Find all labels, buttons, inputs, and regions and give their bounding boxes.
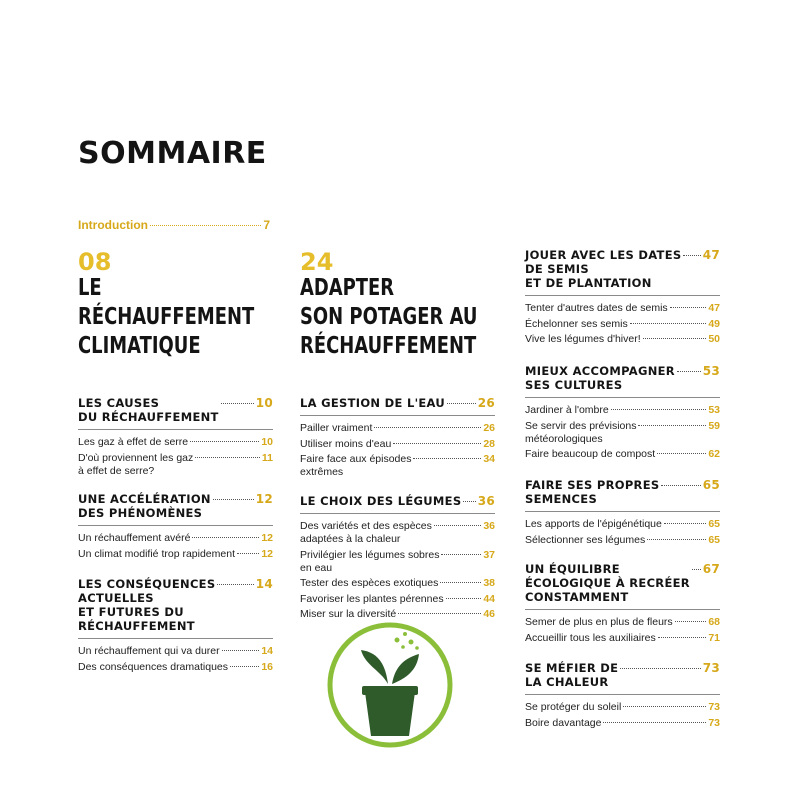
entry-page: 26 xyxy=(483,422,495,434)
toc-entry[interactable] xyxy=(300,453,495,479)
entry-title: Faire beaucoup de compost xyxy=(525,448,656,460)
section-heading[interactable] xyxy=(300,494,495,508)
section-title: FAIRE SES PROPRES SEMENCES xyxy=(525,478,660,506)
leader-dots xyxy=(463,501,475,502)
toc-entry[interactable] xyxy=(525,318,720,331)
page-title: SOMMAIRE xyxy=(78,136,267,171)
section-divider xyxy=(525,609,720,610)
section-page: 65 xyxy=(702,478,720,492)
entry-page: 11 xyxy=(261,451,273,464)
leader-dots xyxy=(692,569,701,570)
leader-dots xyxy=(623,706,706,707)
entry-title: Pailler vraiment xyxy=(300,422,373,434)
section-title: UNE ACCÉLÉRATION DES PHÉNOMÈNES xyxy=(78,492,211,520)
entry-title: Miser sur la diversité xyxy=(300,608,397,620)
entry-title: Les apports de l'épigénétique xyxy=(525,518,662,530)
leader-dots xyxy=(643,338,707,339)
entry-page: 10 xyxy=(261,436,273,448)
toc-entry[interactable] xyxy=(525,518,720,531)
entry-title: Semer de plus en plus de fleurs xyxy=(525,616,673,628)
leader-dots xyxy=(620,668,700,669)
entry-title: Un climat modifié trop rapidement xyxy=(78,547,235,560)
leader-dots xyxy=(221,403,254,404)
plant-pot-icon xyxy=(325,620,455,750)
entry-title: Un réchauffement avéré xyxy=(78,532,191,544)
leader-dots xyxy=(434,525,481,526)
intro-page: 7 xyxy=(263,218,270,232)
toc-entry[interactable] xyxy=(525,701,720,714)
leader-dots xyxy=(213,499,254,500)
section-page: 67 xyxy=(702,562,720,576)
entry-page: 47 xyxy=(708,302,720,314)
part-2-title: ADAPTER SON POTAGER AU RÉCHAUFFEMENT xyxy=(300,275,478,359)
entry-page: 71 xyxy=(708,631,720,644)
toc-entry[interactable] xyxy=(525,302,720,315)
section-divider xyxy=(525,295,720,296)
entry-page: 65 xyxy=(708,518,720,530)
part-1-title: LE RÉCHAUFFEMENT CLIMATIQUE xyxy=(78,275,255,359)
leader-dots xyxy=(237,553,259,554)
toc-section xyxy=(78,492,273,563)
entry-page: 62 xyxy=(708,448,720,460)
toc-entry[interactable] xyxy=(525,616,720,629)
leader-dots xyxy=(190,441,259,442)
leader-dots xyxy=(413,458,481,459)
entry-title: Jardiner à l'ombre xyxy=(525,404,609,416)
section-page: 47 xyxy=(702,248,720,262)
leader-dots xyxy=(230,666,259,667)
entry-page: 14 xyxy=(261,645,273,657)
toc-section xyxy=(525,562,720,647)
toc-introduction[interactable] xyxy=(78,218,270,232)
section-page: 36 xyxy=(477,494,495,508)
toc-entry[interactable] xyxy=(525,717,720,730)
entry-page: 73 xyxy=(708,701,720,713)
section-title: LA GESTION DE L'EAU xyxy=(300,396,446,410)
section-heading[interactable] xyxy=(78,492,273,520)
leader-dots xyxy=(677,371,701,372)
entry-title: Se protéger du soleil xyxy=(525,701,622,713)
section-heading[interactable] xyxy=(300,396,495,410)
entry-page: 12 xyxy=(261,547,273,560)
section-page: 26 xyxy=(477,396,495,410)
section-title: LE CHOIX DES LÉGUMES xyxy=(300,494,462,508)
entry-title: Échelonner ses semis xyxy=(525,317,628,330)
part-1-number: 08 xyxy=(78,248,112,276)
section-divider xyxy=(525,511,720,512)
toc-section xyxy=(78,396,273,480)
toc-entry[interactable] xyxy=(525,420,720,446)
leader-dots xyxy=(441,554,481,555)
entry-title: Tester des espèces exotiques xyxy=(300,577,439,589)
section-heading[interactable] xyxy=(525,248,720,290)
toc-entry[interactable] xyxy=(78,532,273,545)
leader-dots xyxy=(675,621,707,622)
section-title: SE MÉFIER DE LA CHALEUR xyxy=(525,661,619,689)
leader-dots xyxy=(374,427,481,428)
section-heading[interactable] xyxy=(525,562,720,604)
toc-entry[interactable] xyxy=(525,534,720,547)
entry-page: 65 xyxy=(708,533,720,546)
section-title: LES CONSÉQUENCES ACTUELLES ET FUTURES DU RÉCHAUFFEMENT xyxy=(78,577,216,633)
entry-title: Vive les légumes d'hiver! xyxy=(525,333,641,345)
section-page: 53 xyxy=(702,364,720,378)
entry-page: 68 xyxy=(708,616,720,628)
section-title: UN ÉQUILIBRE ÉCOLOGIQUE À RECRÉER CONSTAMMENT xyxy=(525,562,690,604)
toc-entry[interactable] xyxy=(300,422,495,435)
section-heading[interactable] xyxy=(525,478,720,506)
entry-title: Sélectionner ses légumes xyxy=(525,533,646,546)
leader-dots xyxy=(446,598,482,599)
toc-entry[interactable] xyxy=(300,549,495,575)
entry-title: Un réchauffement qui va durer xyxy=(78,645,220,657)
section-divider xyxy=(78,638,273,639)
leader-dots xyxy=(222,650,260,651)
entry-page: 50 xyxy=(708,333,720,345)
leader-dots xyxy=(393,443,481,444)
leader-dots xyxy=(217,584,253,585)
leader-dots xyxy=(670,307,707,308)
entry-title: Tenter d'autres dates de semis xyxy=(525,302,668,314)
toc-entry[interactable] xyxy=(300,577,495,590)
toc-entry[interactable] xyxy=(78,436,273,449)
leader-dots xyxy=(664,523,706,524)
toc-entry[interactable] xyxy=(525,632,720,645)
leader-dots xyxy=(647,539,706,540)
section-title: JOUER AVEC LES DATES DE SEMIS ET DE PLANTATION xyxy=(525,248,682,290)
toc-section xyxy=(525,248,720,349)
toc-entry[interactable] xyxy=(78,452,273,478)
leader-dots xyxy=(683,255,700,256)
leader-dots xyxy=(192,537,259,538)
entry-title: Se servir des prévisions météorologiques xyxy=(525,419,637,445)
leader-dots xyxy=(611,409,707,410)
section-heading[interactable] xyxy=(525,364,720,392)
section-heading[interactable] xyxy=(78,577,273,633)
toc-section xyxy=(300,396,495,482)
intro-label: Introduction xyxy=(78,218,148,232)
section-page: 14 xyxy=(255,577,273,591)
section-page: 73 xyxy=(702,661,720,675)
entry-page: 12 xyxy=(261,532,273,544)
leader-dots xyxy=(638,425,706,426)
toc-entry[interactable] xyxy=(78,661,273,674)
entry-title: Des conséquences dramatiques xyxy=(78,660,229,673)
entry-page: 16 xyxy=(261,660,273,673)
toc-section xyxy=(525,661,720,732)
leader-dots xyxy=(447,403,476,404)
toc-section xyxy=(300,494,495,624)
section-divider xyxy=(525,397,720,398)
toc-entry[interactable] xyxy=(525,333,720,346)
toc-entry[interactable] xyxy=(78,645,273,658)
part-2-number: 24 xyxy=(300,248,334,276)
section-divider xyxy=(78,429,273,430)
entry-title: Privilégier les légumes sobres en eau xyxy=(300,548,440,574)
section-divider xyxy=(300,513,495,514)
section-heading[interactable] xyxy=(78,396,273,424)
entry-title: Faire face aux épisodes extrêmes xyxy=(300,453,412,478)
entry-page: 28 xyxy=(483,437,495,450)
entry-page: 59 xyxy=(708,419,720,432)
entry-page: 36 xyxy=(483,520,495,532)
entry-page: 53 xyxy=(708,404,720,416)
entry-page: 34 xyxy=(483,453,495,465)
entry-page: 73 xyxy=(708,716,720,729)
toc-entry[interactable] xyxy=(525,404,720,417)
section-page: 12 xyxy=(255,492,273,506)
section-title: MIEUX ACCOMPAGNER SES CULTURES xyxy=(525,364,675,392)
leader-dots xyxy=(657,453,706,454)
entry-page: 46 xyxy=(483,608,495,620)
leader-dots xyxy=(630,323,707,324)
leader-dots xyxy=(603,722,706,723)
entry-title: Accueillir tous les auxiliaires xyxy=(525,631,656,644)
toc-entry[interactable] xyxy=(525,448,720,461)
entry-title: Utiliser moins d'eau xyxy=(300,437,392,450)
leader-dots xyxy=(661,485,700,486)
leader-dots xyxy=(658,637,707,638)
toc-section xyxy=(525,478,720,549)
entry-title: Boire davantage xyxy=(525,716,602,729)
entry-page: 37 xyxy=(483,548,495,561)
section-divider xyxy=(525,694,720,695)
leader-dots xyxy=(195,457,260,458)
toc-entry[interactable] xyxy=(300,593,495,606)
section-page: 10 xyxy=(255,396,273,410)
entry-page: 38 xyxy=(483,577,495,589)
section-heading[interactable] xyxy=(525,661,720,689)
leader-dots xyxy=(440,582,481,583)
entry-title: Des variétés et des espèces adaptées à la chaleur xyxy=(300,520,432,545)
entry-title: Favoriser les plantes pérennes xyxy=(300,592,444,605)
section-divider xyxy=(300,415,495,416)
toc-entry[interactable] xyxy=(300,438,495,451)
section-title: LES CAUSES DU RÉCHAUFFEMENT xyxy=(78,396,219,424)
toc-entry[interactable] xyxy=(78,548,273,561)
toc-entry[interactable] xyxy=(300,520,495,546)
leader-dots xyxy=(150,225,261,226)
entry-title: D'où proviennent les gaz à effet de serre? xyxy=(78,451,194,477)
toc-section xyxy=(525,364,720,464)
section-divider xyxy=(78,525,273,526)
entry-title: Les gaz à effet de serre xyxy=(78,436,189,448)
entry-page: 44 xyxy=(483,592,495,605)
leader-dots xyxy=(398,613,481,614)
entry-page: 49 xyxy=(708,317,720,330)
toc-section xyxy=(78,577,273,676)
